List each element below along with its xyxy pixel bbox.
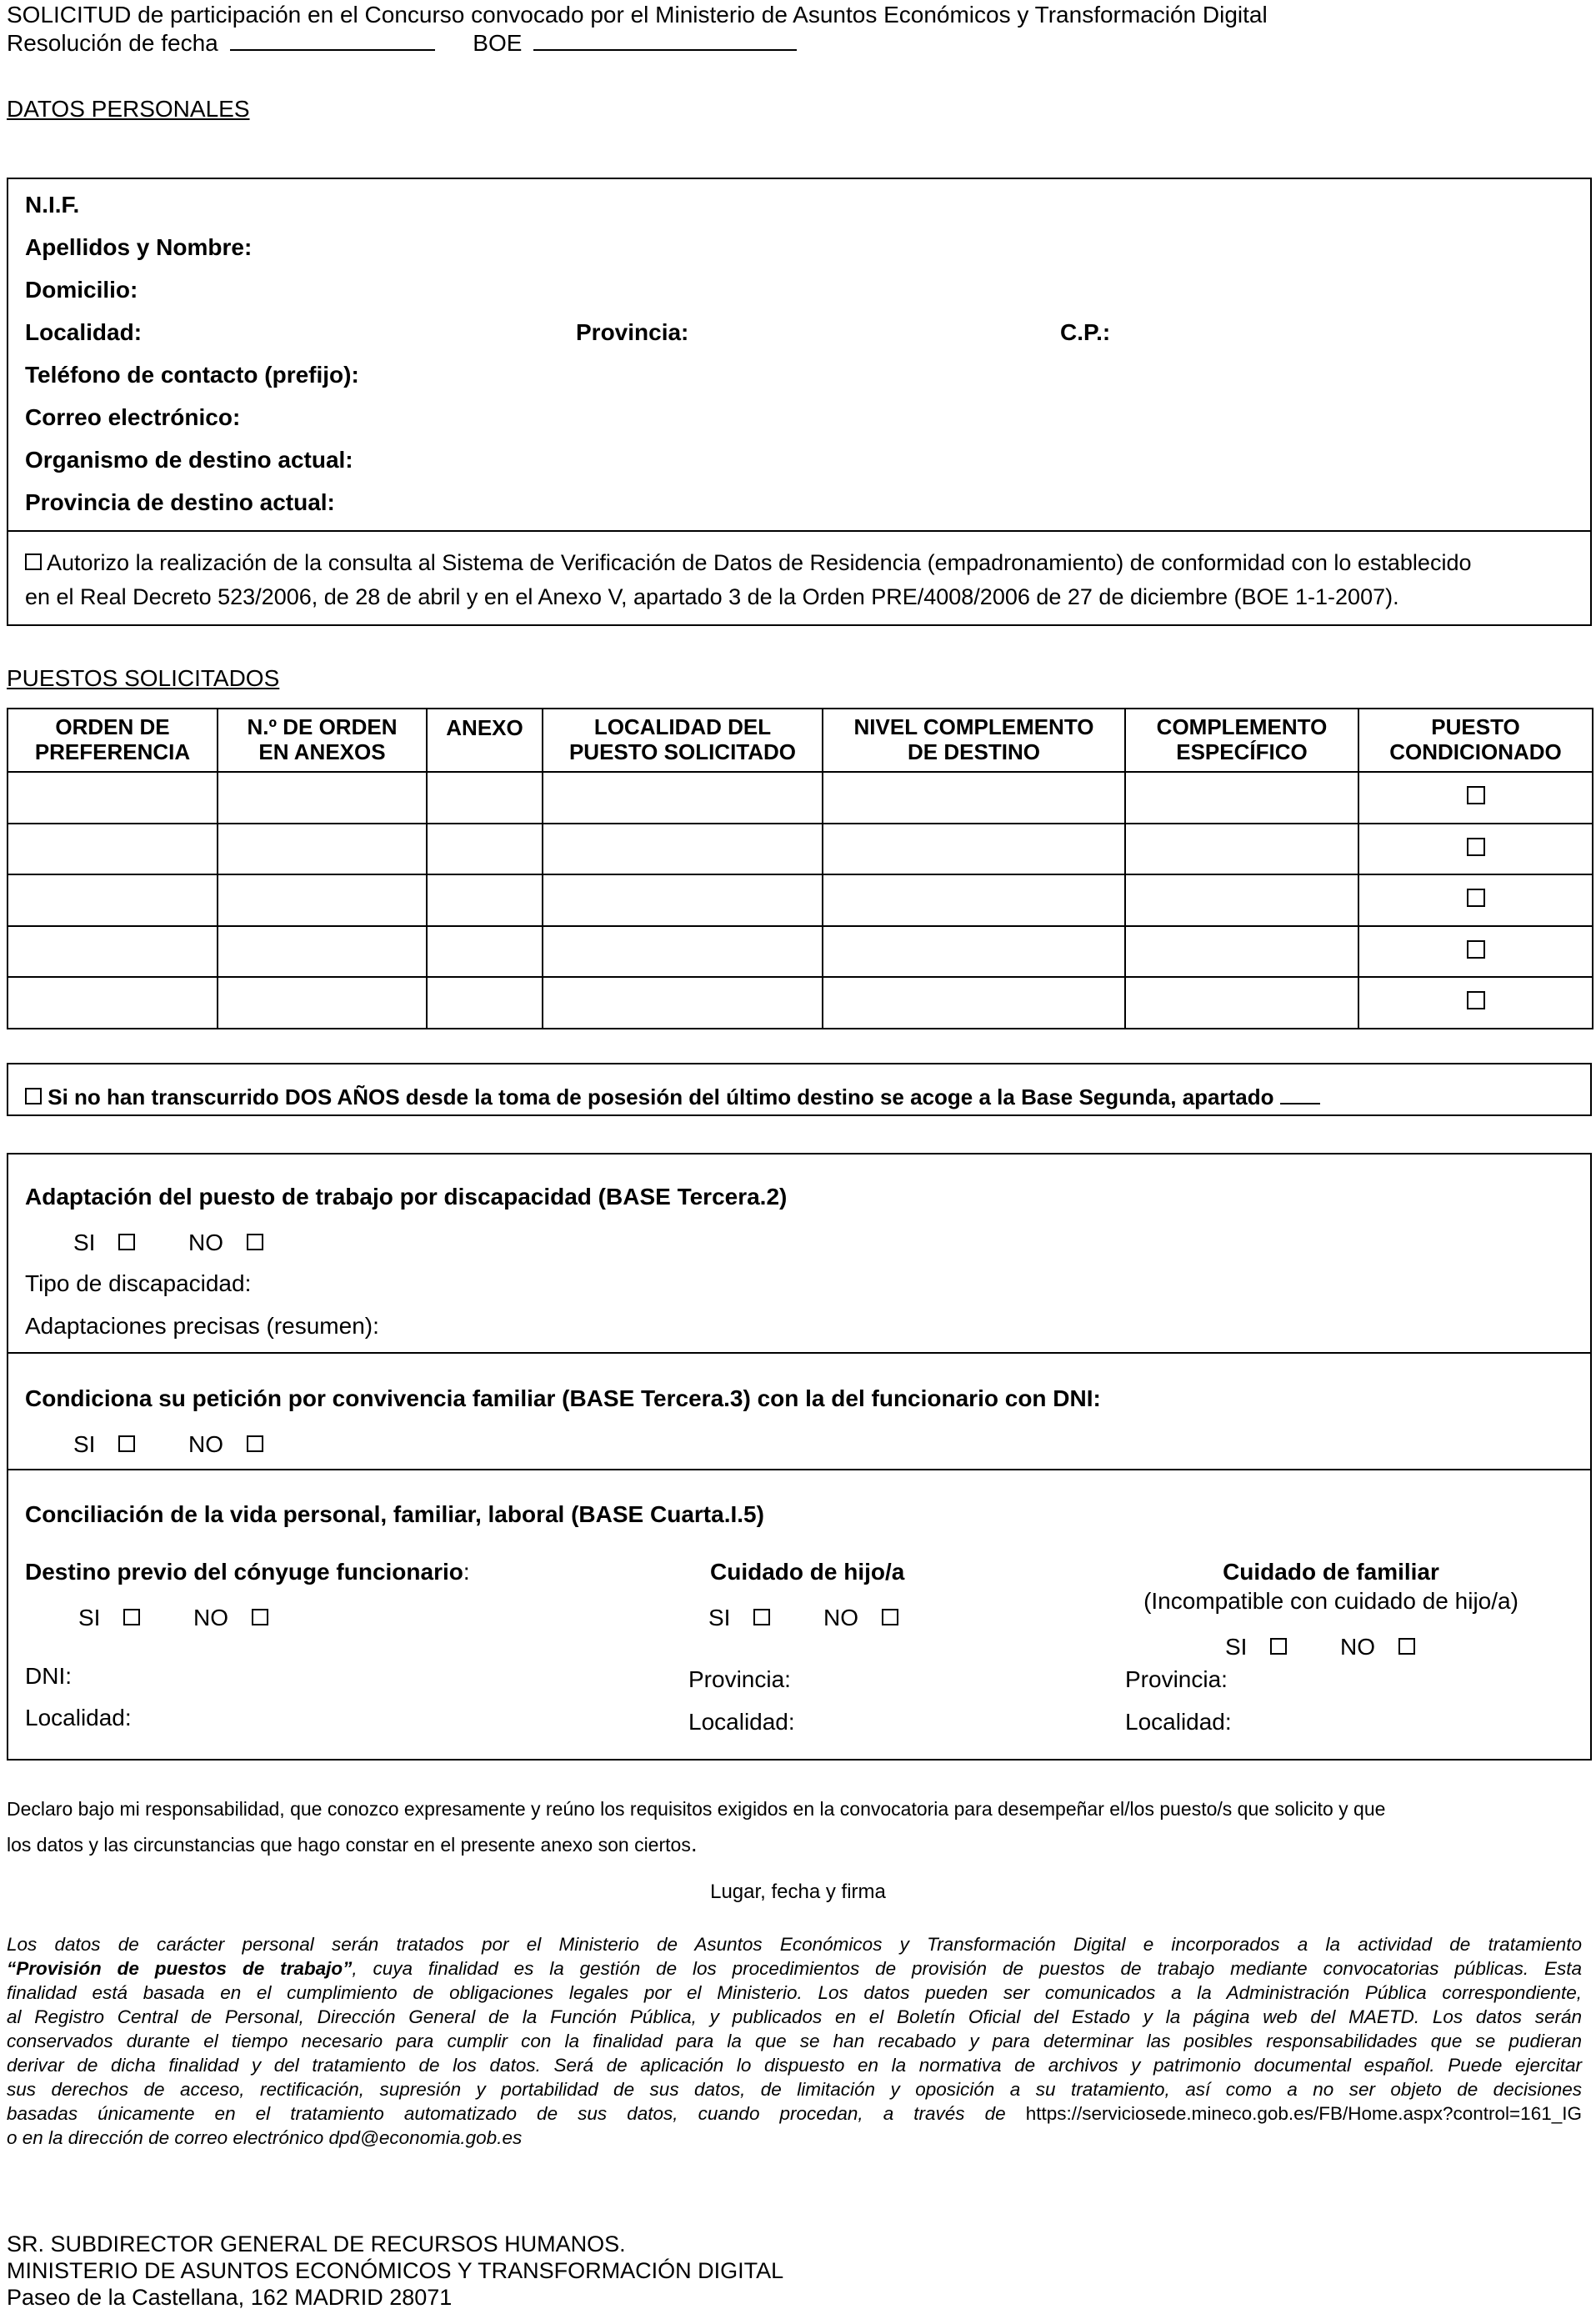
col-anexo: ANEXO: [427, 709, 543, 772]
col-numero-orden: N.º DE ORDEN EN ANEXOS: [218, 709, 427, 772]
resolucion-fecha-field[interactable]: [230, 31, 435, 51]
adaptacion-divider: [7, 1352, 1592, 1354]
conyuge-localidad-label: Localidad:: [25, 1705, 132, 1730]
col-complemento-especifico: COMPLEMENTO ESPECÍFICO: [1125, 709, 1358, 772]
table-row: [8, 824, 1593, 875]
autorizo-text: Autorizo la realización de la consulta al Sistema de Verificación de Datos de Residencia (empadronamiento) de conformidad con lo establecido: [47, 550, 1472, 575]
cell-orden[interactable]: [8, 926, 218, 978]
cell-localidad[interactable]: [543, 874, 823, 926]
table-row: [8, 772, 1593, 824]
domicilio-label: Domicilio:: [25, 277, 138, 303]
convivencia-divider: [7, 1469, 1592, 1470]
dos-anos-checkbox[interactable]: [25, 1088, 42, 1104]
col-nivel-complemento: NIVEL COMPLEMENTO DE DESTINO: [823, 709, 1125, 772]
cell-complemento[interactable]: [1125, 926, 1358, 978]
telefono-label: Teléfono de contacto (prefijo):: [25, 362, 359, 388]
convivencia-no-checkbox[interactable]: [247, 1435, 263, 1452]
privacidad-line: finalidad está basada en el cumplimiento de obligaciones legales por el Ministerio. Los datos pueden ser comunicados a la Administración Pública correspondiente,: [7, 1982, 1582, 2003]
adaptacion-si-label: SI: [73, 1230, 96, 1255]
adaptaciones-label: Adaptaciones precisas (resumen):: [25, 1313, 379, 1339]
condicionado-checkbox[interactable]: [1467, 940, 1485, 959]
col-localidad: LOCALIDAD DEL PUESTO SOLICITADO: [543, 709, 823, 772]
cuidado-hijo-si-checkbox[interactable]: [753, 1609, 770, 1625]
puestos-heading: PUESTOS SOLICITADOS: [7, 665, 280, 691]
provincia-destino-label: Provincia de destino actual:: [25, 489, 335, 515]
datos-divider: [7, 530, 1592, 532]
cell-orden[interactable]: [8, 874, 218, 926]
destinatario-line: MINISTERIO DE ASUNTOS ECONÓMICOS Y TRANSFORMACIÓN DIGITAL: [7, 2258, 784, 2283]
privacidad-text: [7, 1932, 1582, 2150]
adaptacion-si-checkbox[interactable]: [118, 1234, 135, 1250]
privacidad-line: sus derechos de acceso, rectificación, supresión y portabilidad de sus datos, de limitación y oposición a su tratamiento, así como a no ser objeto de decisiones: [7, 2079, 1582, 2100]
apellidos-label: Apellidos y Nombre:: [25, 234, 253, 260]
destinatario-line: Paseo de la Castellana, 162 MADRID 28071: [7, 2285, 453, 2310]
table-row: [8, 926, 1593, 978]
cell-anexo[interactable]: [427, 874, 543, 926]
cuidado-familiar-no-checkbox[interactable]: [1398, 1638, 1415, 1655]
cell-complemento[interactable]: [1125, 772, 1358, 824]
puestos-header-row: [8, 709, 1593, 772]
privacidad-line: conservados durante el tiempo necesario para cumplir con la finalidad para la que se han recabado y para determinar las posibles responsabilidades que se pudieran: [7, 2031, 1582, 2051]
adaptacion-title: Adaptación del puesto de trabajo por discapacidad (BASE Tercera.2): [25, 1184, 788, 1210]
cuidado-hijo-si-no: SI NO: [708, 1603, 898, 1632]
destino-previo-no-checkbox[interactable]: [252, 1609, 268, 1625]
cell-orden[interactable]: [8, 772, 218, 824]
condicionado-checkbox[interactable]: [1467, 838, 1485, 856]
form-title: SOLICITUD de participación en el Concurso convocado por el Ministerio de Asuntos Económicos y Transformación Digital: [7, 2, 1268, 28]
condicionado-checkbox[interactable]: [1467, 889, 1485, 907]
convivencia-title: Condiciona su petición por convivencia familiar (BASE Tercera.3) con la del funcionario con DNI:: [25, 1385, 1101, 1411]
condicionado-checkbox[interactable]: [1467, 786, 1485, 804]
familiar-provincia-label: Provincia:: [1125, 1666, 1228, 1692]
hijo-localidad-label: Localidad:: [688, 1709, 795, 1735]
convivencia-no-label: NO: [188, 1431, 224, 1457]
dos-anos-line: [25, 1084, 1320, 1111]
cell-condicionado: [1358, 874, 1593, 926]
cuidado-familiar-si-checkbox[interactable]: [1270, 1638, 1287, 1655]
correo-label: Correo electrónico:: [25, 404, 241, 430]
cell-nivel[interactable]: [823, 772, 1125, 824]
cell-numero[interactable]: [218, 824, 427, 875]
destino-previo-si-checkbox[interactable]: [123, 1609, 140, 1625]
adaptacion-si-no: [73, 1228, 263, 1257]
privacidad-line: “Provisión de puestos de trabajo”, cuya finalidad es la gestión de los procedimientos de provisión de puestos de trabajo mediante convocatorias públicas. Esta: [7, 1958, 1582, 1979]
declaracion-line1: Declaro bajo mi responsabilidad, que conozco expresamente y reúno los requisitos exigidos en la convocatoria para desempeñar el/los puesto/s que solicito y que: [7, 1798, 1386, 1820]
cell-condicionado: [1358, 772, 1593, 824]
conciliacion-title: Conciliación de la vida personal, familiar, laboral (BASE Cuarta.I.5): [25, 1501, 764, 1527]
cell-complemento[interactable]: [1125, 874, 1358, 926]
lugar-fecha-firma: Lugar, fecha y firma: [710, 1881, 886, 1903]
table-row: [8, 977, 1593, 1029]
incompatible-note: (Incompatible con cuidado de hijo/a): [1143, 1588, 1518, 1614]
cell-localidad[interactable]: [543, 977, 823, 1029]
cell-nivel[interactable]: [823, 926, 1125, 978]
autorizo-line1: [25, 549, 1471, 578]
cell-numero[interactable]: [218, 772, 427, 824]
declaracion-line2: los datos y las circunstancias que hago constar en el presente anexo son ciertos.: [7, 1831, 698, 1856]
dos-anos-text: Si no han transcurrido DOS AÑOS desde la toma de posesión del último destino se acoge a la Base Segunda, apartado: [48, 1084, 1274, 1109]
condicionado-checkbox[interactable]: [1467, 991, 1485, 1009]
table-row: [8, 874, 1593, 926]
apartado-field[interactable]: [1280, 1086, 1320, 1104]
destino-previo-si-no: SI NO: [78, 1603, 268, 1632]
cell-condicionado: [1358, 824, 1593, 875]
conyuge-dni-label: DNI:: [25, 1663, 72, 1689]
cell-numero[interactable]: [218, 977, 427, 1029]
boe-label: BOE: [473, 30, 523, 56]
convivencia-si-checkbox[interactable]: [118, 1435, 135, 1452]
resolucion-line: [7, 28, 797, 58]
destino-previo-heading: Destino previo del cónyuge funcionario:: [25, 1559, 470, 1585]
cuidado-hijo-heading: Cuidado de hijo/a: [710, 1559, 905, 1585]
cell-localidad[interactable]: [543, 824, 823, 875]
cell-numero[interactable]: [218, 926, 427, 978]
tipo-discapacidad-label: Tipo de discapacidad:: [25, 1270, 252, 1296]
privacidad-line: o en la dirección de correo electrónico dpd@economia.gob.es: [7, 2127, 523, 2148]
cell-orden[interactable]: [8, 977, 218, 1029]
puestos-table: [7, 708, 1593, 1029]
destinatario-line: SR. SUBDIRECTOR GENERAL DE RECURSOS HUMANOS.: [7, 2231, 626, 2256]
cell-complemento[interactable]: [1125, 977, 1358, 1029]
cell-localidad[interactable]: [543, 772, 823, 824]
cuidado-familiar-si-no: SI NO: [1225, 1632, 1415, 1661]
resolucion-label: Resolución de fecha: [7, 30, 218, 56]
cell-orden[interactable]: [8, 824, 218, 875]
hijo-provincia-label: Provincia:: [688, 1666, 791, 1692]
familiar-localidad-label: Localidad:: [1125, 1709, 1232, 1735]
cell-condicionado: [1358, 926, 1593, 978]
convivencia-si-label: SI: [73, 1431, 96, 1457]
privacidad-line: basadas únicamente en el tratamiento automatizado de sus datos, cuando procedan, a través de https://serviciosede.mineco.gob.es/FB/Home.aspx?control=161_IG: [7, 2103, 1582, 2124]
cp-label: C.P.:: [1060, 319, 1111, 345]
col-puesto-condicionado: PUESTO CONDICIONADO: [1358, 709, 1593, 772]
organismo-label: Organismo de destino actual:: [25, 447, 353, 473]
cell-anexo[interactable]: [427, 772, 543, 824]
cell-anexo[interactable]: [427, 977, 543, 1029]
cell-condicionado: [1358, 977, 1593, 1029]
localidad-label: Localidad:: [25, 319, 143, 345]
privacidad-line: al Registro Central de Personal, Dirección General de la Función Pública, y publicados en el Boletín Oficial del Estado y la página web del MAETD. Los datos serán: [7, 2006, 1582, 2027]
destinatario-block: [7, 2231, 783, 2311]
cell-anexo[interactable]: [427, 824, 543, 875]
provincia-label: Provincia:: [576, 319, 689, 345]
sede-link[interactable]: https://serviciosede.mineco.gob.es/FB/Home.aspx?control=161_IG: [1025, 2103, 1582, 2124]
cell-nivel[interactable]: [823, 824, 1125, 875]
col-orden-preferencia: ORDEN DE PREFERENCIA: [8, 709, 218, 772]
cell-numero[interactable]: [218, 874, 427, 926]
cell-nivel[interactable]: [823, 874, 1125, 926]
boe-field[interactable]: [533, 31, 797, 51]
adaptacion-no-label: NO: [188, 1230, 224, 1255]
datos-personales-heading: DATOS PERSONALES: [7, 96, 250, 122]
autorizo-checkbox[interactable]: [25, 553, 42, 570]
cuidado-hijo-no-checkbox[interactable]: [882, 1609, 898, 1625]
convivencia-si-no: [73, 1430, 263, 1459]
cuidado-familiar-heading: Cuidado de familiar: [1223, 1559, 1439, 1585]
cell-complemento[interactable]: [1125, 824, 1358, 875]
cell-nivel[interactable]: [823, 977, 1125, 1029]
cell-localidad[interactable]: [543, 926, 823, 978]
autorizo-line2: en el Real Decreto 523/2006, de 28 de abril y en el Anexo V, apartado 3 de la Orden PRE/4008/2006 de 27 de diciembre (BOE 1-1-2007).: [25, 584, 1399, 609]
adaptacion-no-checkbox[interactable]: [247, 1234, 263, 1250]
privacidad-line: derivar de dicha finalidad y del tratamiento de los datos. Será de aplicación lo dispuesto en la normativa de archivos y patrimonio documental español. Puede ejercitar: [7, 2055, 1582, 2076]
privacidad-line: Los datos de carácter personal serán tratados por el Ministerio de Asuntos Económicos y Transformación Digital e incorporados a la actividad de tratamiento: [7, 1934, 1582, 1955]
nif-label: N.I.F.: [25, 192, 80, 218]
cell-anexo[interactable]: [427, 926, 543, 978]
